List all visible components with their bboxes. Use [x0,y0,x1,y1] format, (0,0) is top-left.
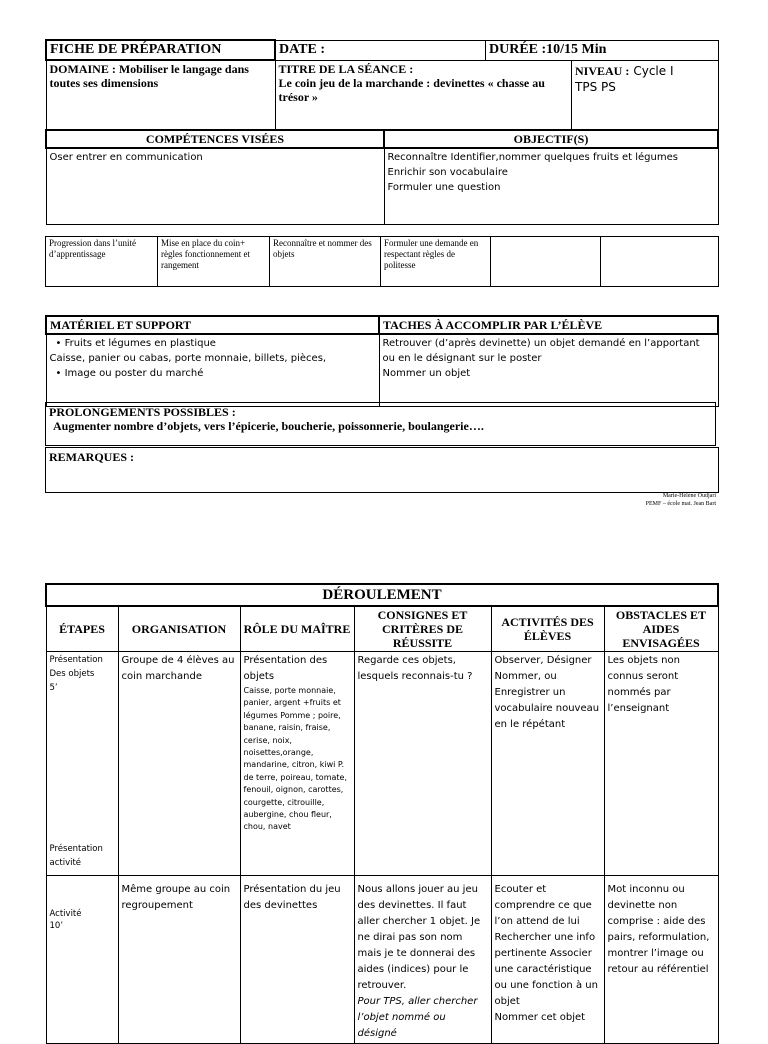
materiel-list [46,334,379,406]
deroulement-title: DÉROULEMENT [46,584,718,606]
role-cell [240,652,354,876]
competences-heading: COMPÉTENCES VISÉES [46,130,384,148]
prolongements-text: Augmenter nombre d’objets, vers l’épicerie, boucherie, poissonnerie, boulangerie…. [53,419,484,433]
activites-cell: Observer, Désigner Nommer, ou Enregistrer un vocabulaire nouveau en le répétant [491,652,604,876]
progression-cell: Formuler une demande en respectant règles de politesse [381,237,491,287]
obstacles-cell: Mot inconnu ou devinette non comprise : aide des pairs, reformulation, montrer l’image ou retour au référentiel [604,876,718,1044]
fiche-title: FICHE DE PRÉPARATION [46,40,275,60]
niveau-value: Cycle I [633,63,674,78]
column-header: OBSTACLES ET AIDES ENVISAGÉES [604,606,718,652]
taches-heading: TACHES À ACCOMPLIR PAR L’ÉLÈVE [379,316,718,334]
prolongements-heading: PROLONGEMENTS POSSIBLES : [49,405,236,419]
obstacles-cell: Les objets non connus seront nommés par l’enseignant [604,652,718,876]
progression-cell: Mise en place du coin+ règles fonctionnement et rangement [158,237,270,287]
consignes-cell [354,876,491,1044]
taches-item: Nommer un objet [382,368,471,379]
objectif-item: Formuler une question [387,182,501,193]
domaine-cell: DOMAINE : Mobiliser le langage dans toutes ses dimensions [46,60,275,130]
date-label: DATE : [275,40,486,60]
materiel-heading: MATÉRIEL ET SUPPORT [46,316,379,334]
column-header: ÉTAPES [46,606,118,652]
role-main: Présentation des objets [243,655,328,682]
etape-label: Présentation Des objets [49,655,103,679]
activites-cut: Nommer cet objet [494,1012,586,1023]
etape-time: 5’ [49,683,58,693]
niveau-label: NIVEAU : [575,63,630,78]
progression-cell [601,237,719,287]
duree-label: DURÉE :10/15 Min [486,40,719,60]
consignes-italic: Pour TPS, aller chercher l’objet nommé ou désigné [357,996,478,1039]
materiel-item: • Image ou poster du marché [56,366,376,381]
etape-cell [46,652,118,876]
credit-line2: PEMF – école mat. Jean Bart [645,501,716,507]
consignes-cell: Regarde ces objets, lesquels reconnais-tu ? [354,652,491,876]
titre-label: TITRE DE LA SÉANCE : [278,61,414,76]
objectif-item: Enrichir son vocabulaire [387,167,508,178]
titre-cell [275,60,572,130]
activites-text: Ecouter et comprendre ce que l’on attend de lui Rechercher une info pertinente Associer une caractéristique ou une fonction à un objet [494,884,598,1007]
objectifs-heading: OBJECTIF(S) [384,130,718,148]
objectifs-list [384,148,718,224]
credit [646,492,716,508]
taches-list [379,334,718,406]
header-table [45,39,719,131]
organisation-cell: Même groupe au coin regroupement [118,876,240,1044]
deroulement-table [45,583,719,1044]
column-header: CONSIGNES ET CRITÈRES DE RÉUSSITE [354,606,491,652]
consignes-text: Nous allons jouer au jeu des devinettes. Il faut aller chercher 1 objet. Je ne dirai pas son nom mais je te donnerai des aides (indices) pour le retrouver. [357,884,481,991]
progression-cell [491,237,601,287]
role-cell: Présentation du jeu des devinettes [240,876,354,1044]
taches-item: Retrouver (d’après devinette) un objet demandé en l’apportant ou en le désignant sur le poster [382,338,700,364]
competences-table [45,129,719,225]
progression-cell: Progression dans l’unité d’apprentissage [46,237,158,287]
credit-line1: Marie-Hélène Oudjari [662,493,716,499]
materiel-item: • Fruits et légumes en plastique [56,336,376,351]
etape-time: 10’ [49,921,64,931]
materiel-item: Caisse, panier ou cabas, porte monnaie, billets, pièces, [49,353,327,364]
etape-label: Présentation activité [49,844,103,868]
titre-value: Le coin jeu de la marchande : devinettes « chasse au trésor » [278,75,545,104]
progression-table [45,236,719,287]
etape-label: Activité [49,909,82,919]
column-header: RÔLE DU MAÎTRE [240,606,354,652]
etape-cell [46,876,118,1044]
prolongements-box [45,402,716,446]
niveau-line2: TPS PS [575,79,616,94]
column-header: ACTIVITÉS DES ÉLÈVES [491,606,604,652]
role-list: Caisse, porte monnaie, panier, argent +fruits et légumes Pomme ; poire, banane, raisin, fraise, cerise, noix, noisettes,orange, mandarine, citron, kiwi P. de terre, poireau, tomate, fenouil, oignon, carottes, courgette, citrouille, aubergine, chou fleur, chou, navet [243,686,347,832]
niveau-cell [572,60,719,130]
materiel-table [45,315,719,407]
progression-cell: Reconnaître et nommer des objets [270,237,381,287]
organisation-cell: Groupe de 4 élèves au coin marchande [118,652,240,876]
column-header: ORGANISATION [118,606,240,652]
remarques-heading: REMARQUES : [49,450,135,464]
remarques-box [45,447,719,493]
activites-cell [491,876,604,1044]
competences-text: Oser entrer en communication [46,148,384,224]
objectif-item: Reconnaître Identifier,nommer quelques fruits et légumes [387,152,678,163]
